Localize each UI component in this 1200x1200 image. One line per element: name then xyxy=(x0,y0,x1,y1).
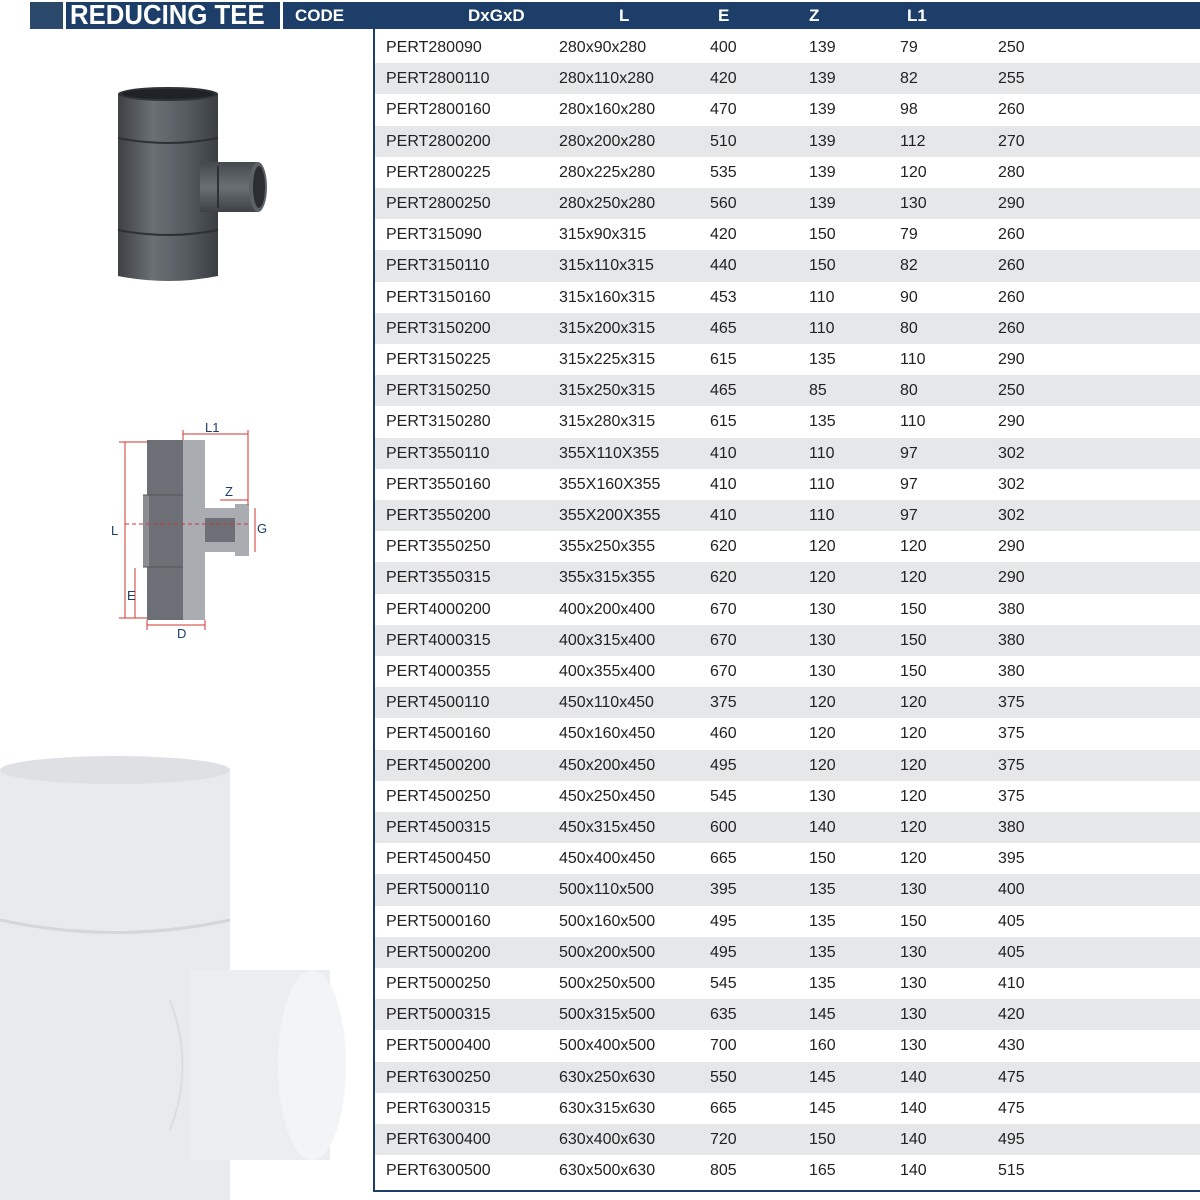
cell-l1: 400 xyxy=(998,881,1025,899)
cell-l: 495 xyxy=(710,756,737,774)
table-row xyxy=(375,500,1200,531)
cell-l: 700 xyxy=(710,1037,737,1055)
table-row xyxy=(375,1093,1200,1124)
cell-l: 495 xyxy=(710,912,737,930)
cell-z: 140 xyxy=(900,1099,927,1117)
cell-z: 79 xyxy=(900,39,918,56)
cell-z: 120 xyxy=(900,163,927,181)
cell-z: 80 xyxy=(900,382,918,400)
cell-code: PERT3550250 xyxy=(386,538,491,556)
cell-code: PERT3150250 xyxy=(386,382,491,400)
cell-z: 120 xyxy=(900,819,927,836)
cell-z: 90 xyxy=(900,288,918,306)
cell-l1: 420 xyxy=(998,1006,1025,1024)
column-header-l1: L1 xyxy=(907,6,927,25)
table-row xyxy=(375,438,1200,469)
cell-dxgxd: 355X160X355 xyxy=(559,475,661,493)
cell-code: PERT4500315 xyxy=(386,819,491,836)
cell-dxgxd: 500x110x500 xyxy=(559,881,654,899)
cell-dxgxd: 315x225x315 xyxy=(559,351,656,368)
cell-e: 145 xyxy=(809,1006,836,1024)
cell-code: PERT2800250 xyxy=(386,195,491,212)
cell-e: 130 xyxy=(809,600,836,618)
cell-z: 140 xyxy=(900,1068,927,1086)
table-row xyxy=(375,313,1200,344)
table-row xyxy=(375,250,1200,281)
cell-dxgxd: 400x355x400 xyxy=(559,663,656,680)
cell-z: 120 xyxy=(900,694,927,712)
cell-code: PERT3150160 xyxy=(386,288,491,306)
cell-code: PERT5000200 xyxy=(386,943,491,961)
cell-l: 410 xyxy=(710,444,737,462)
reducing-tee-photo xyxy=(100,80,290,290)
cell-dxgxd: 355X200X355 xyxy=(559,507,661,524)
cell-e: 135 xyxy=(809,943,836,961)
cell-dxgxd: 500x200x500 xyxy=(559,943,656,961)
cell-e: 150 xyxy=(809,257,836,275)
cell-z: 120 xyxy=(900,725,927,743)
table-row xyxy=(375,874,1200,905)
cell-l: 620 xyxy=(710,569,737,587)
cell-e: 85 xyxy=(809,382,827,400)
table-row xyxy=(375,1030,1200,1061)
cell-e: 130 xyxy=(809,663,836,680)
column-header-l: L xyxy=(619,6,630,25)
cell-e: 110 xyxy=(809,507,835,524)
cell-l1: 302 xyxy=(998,507,1025,524)
cell-z: 130 xyxy=(900,1006,927,1024)
cell-l: 495 xyxy=(710,943,737,961)
cell-l: 400 xyxy=(710,39,737,56)
cell-dxgxd: 450x400x450 xyxy=(559,850,656,868)
table-row xyxy=(375,562,1200,593)
cell-code: PERT6300500 xyxy=(386,1162,491,1180)
table-row xyxy=(375,843,1200,874)
cell-e: 150 xyxy=(809,226,836,244)
cell-code: PERT4000355 xyxy=(386,663,491,680)
cell-l: 805 xyxy=(710,1162,737,1180)
table-row xyxy=(375,812,1200,843)
cell-l1: 495 xyxy=(998,1131,1025,1148)
cell-l: 410 xyxy=(710,507,737,524)
diagram-label-l: L xyxy=(111,523,119,538)
cell-l: 440 xyxy=(710,257,737,275)
column-header-e: E xyxy=(718,6,730,25)
table-row xyxy=(375,375,1200,406)
cell-l: 545 xyxy=(710,787,737,805)
cell-e: 139 xyxy=(809,163,836,181)
cell-l: 460 xyxy=(710,725,737,743)
cell-e: 120 xyxy=(809,756,836,774)
cell-dxgxd: 280x225x280 xyxy=(559,163,656,181)
cell-l: 635 xyxy=(710,1006,737,1024)
cell-e: 120 xyxy=(809,725,836,743)
cell-e: 110 xyxy=(809,319,835,337)
cell-z: 150 xyxy=(900,600,927,618)
cell-z: 79 xyxy=(900,226,918,244)
cell-z: 82 xyxy=(900,70,918,88)
cell-code: PERT2800110 xyxy=(386,70,490,88)
cell-l1: 380 xyxy=(998,600,1025,618)
cell-dxgxd: 280x160x280 xyxy=(559,101,656,119)
cell-e: 160 xyxy=(809,1037,836,1055)
cell-dxgxd: 400x200x400 xyxy=(559,600,656,618)
cell-dxgxd: 280x200x280 xyxy=(559,132,656,150)
cell-dxgxd: 315x160x315 xyxy=(559,288,656,306)
cell-l: 375 xyxy=(710,694,737,712)
cell-code: PERT2800200 xyxy=(386,132,491,150)
cell-e: 165 xyxy=(809,1162,836,1180)
cell-l1: 475 xyxy=(998,1099,1025,1117)
cell-z: 112 xyxy=(900,132,926,150)
table-row xyxy=(375,718,1200,749)
cell-dxgxd: 500x250x500 xyxy=(559,975,656,992)
cell-l: 615 xyxy=(710,351,737,368)
cell-code: PERT5000315 xyxy=(386,1006,491,1024)
table-row xyxy=(375,531,1200,562)
cell-l1: 260 xyxy=(998,319,1025,337)
table-row xyxy=(375,406,1200,437)
cell-l: 510 xyxy=(710,132,737,150)
cell-code: PERT3150280 xyxy=(386,413,491,431)
cell-code: PERT3150200 xyxy=(386,319,491,337)
cell-code: PERT4500450 xyxy=(386,850,491,868)
table-row xyxy=(375,656,1200,687)
cell-z: 82 xyxy=(900,257,918,275)
cell-l: 420 xyxy=(710,226,737,244)
cell-code: PERT2800225 xyxy=(386,163,491,181)
cell-dxgxd: 500x160x500 xyxy=(559,912,656,930)
cell-l: 545 xyxy=(710,975,737,992)
cell-l1: 380 xyxy=(998,663,1025,680)
cell-dxgxd: 355x250x355 xyxy=(559,538,656,556)
column-header-z: Z xyxy=(809,6,820,25)
cell-e: 139 xyxy=(809,39,836,56)
cell-e: 110 xyxy=(809,288,835,306)
table-row xyxy=(375,968,1200,999)
cell-e: 150 xyxy=(809,850,836,868)
cell-e: 145 xyxy=(809,1099,836,1117)
cell-l1: 255 xyxy=(998,70,1025,88)
cell-code: PERT3550160 xyxy=(386,475,491,493)
cell-e: 120 xyxy=(809,538,836,556)
cell-l1: 475 xyxy=(998,1068,1025,1086)
cell-code: PERT3550110 xyxy=(386,444,490,462)
cell-z: 120 xyxy=(900,756,927,774)
table-row xyxy=(375,1124,1200,1155)
cell-z: 150 xyxy=(900,663,927,680)
cell-z: 98 xyxy=(900,101,918,119)
cell-code: PERT3550200 xyxy=(386,507,491,524)
cell-z: 97 xyxy=(900,475,918,493)
cell-e: 135 xyxy=(809,351,836,368)
cell-l: 620 xyxy=(710,538,737,556)
cell-code: PERT3150110 xyxy=(386,257,490,275)
cell-z: 110 xyxy=(900,351,926,368)
cell-dxgxd: 280x90x280 xyxy=(559,39,647,56)
cell-l: 465 xyxy=(710,382,737,400)
cell-e: 120 xyxy=(809,569,836,587)
table-row xyxy=(375,282,1200,313)
cell-l1: 375 xyxy=(998,756,1025,774)
cell-code: PERT5000110 xyxy=(386,881,490,899)
cell-dxgxd: 315x280x315 xyxy=(559,413,656,431)
cell-l1: 250 xyxy=(998,382,1025,400)
cell-l1: 380 xyxy=(998,631,1025,649)
cell-z: 80 xyxy=(900,319,918,337)
cell-dxgxd: 400x315x400 xyxy=(559,631,656,649)
cell-l: 453 xyxy=(710,288,737,306)
cell-dxgxd: 315x200x315 xyxy=(559,319,656,337)
cell-l1: 395 xyxy=(998,850,1025,868)
diagram-label-e: E xyxy=(127,588,136,603)
cell-dxgxd: 315x90x315 xyxy=(559,226,647,244)
cell-l: 470 xyxy=(710,101,737,119)
cell-code: PERT6300400 xyxy=(386,1131,491,1148)
table-row xyxy=(375,1062,1200,1093)
table-row xyxy=(375,188,1200,219)
cell-l1: 290 xyxy=(998,195,1025,212)
diagram-label-g: G xyxy=(257,521,268,536)
cell-e: 135 xyxy=(809,413,836,431)
cell-e: 145 xyxy=(809,1068,836,1086)
cell-l1: 290 xyxy=(998,569,1025,587)
cell-code: PERT4500200 xyxy=(386,756,491,774)
cell-l1: 270 xyxy=(998,132,1025,150)
column-header-code: CODE xyxy=(295,6,345,25)
cell-l: 665 xyxy=(710,1099,737,1117)
cell-code: PERT280090 xyxy=(386,39,482,56)
cell-e: 130 xyxy=(809,631,836,649)
table-row xyxy=(375,594,1200,625)
diagram-label-d: D xyxy=(177,626,187,640)
cell-e: 130 xyxy=(809,787,836,805)
cell-dxgxd: 500x315x500 xyxy=(559,1006,656,1024)
cell-l: 550 xyxy=(710,1068,737,1086)
table-row xyxy=(375,126,1200,157)
cell-z: 140 xyxy=(900,1162,927,1180)
cell-e: 140 xyxy=(809,819,836,836)
cell-l: 670 xyxy=(710,600,737,618)
cell-dxgxd: 630x500x630 xyxy=(559,1162,656,1180)
table-row xyxy=(375,157,1200,188)
cell-l1: 380 xyxy=(998,819,1025,836)
cell-code: PERT2800160 xyxy=(386,101,491,119)
cell-e: 139 xyxy=(809,70,836,88)
table-header-bar xyxy=(283,2,1200,29)
cell-z: 120 xyxy=(900,850,927,868)
cell-l1: 405 xyxy=(998,912,1025,930)
cell-dxgxd: 630x250x630 xyxy=(559,1068,656,1086)
cell-l1: 250 xyxy=(998,39,1025,56)
table-row xyxy=(375,469,1200,500)
cell-l1: 290 xyxy=(998,351,1025,368)
diagram-main-pipe xyxy=(147,440,183,620)
cell-e: 139 xyxy=(809,195,836,212)
table-row xyxy=(375,937,1200,968)
cell-code: PERT3550315 xyxy=(386,569,491,587)
cell-l: 665 xyxy=(710,850,737,868)
cell-dxgxd: 315x250x315 xyxy=(559,382,656,400)
cell-l1: 515 xyxy=(998,1162,1025,1180)
cell-z: 130 xyxy=(900,943,927,961)
cell-dxgxd: 450x110x450 xyxy=(559,694,654,712)
cell-z: 150 xyxy=(900,912,927,930)
table-row xyxy=(375,344,1200,375)
cell-z: 140 xyxy=(900,1131,927,1148)
cell-l1: 375 xyxy=(998,725,1025,743)
dimension-diagram xyxy=(105,420,285,640)
table-row xyxy=(375,906,1200,937)
cell-l1: 405 xyxy=(998,943,1025,961)
cell-code: PERT5000400 xyxy=(386,1037,491,1055)
cell-e: 135 xyxy=(809,912,836,930)
diagram-label-l1: L1 xyxy=(205,420,220,435)
cell-dxgxd: 280x110x280 xyxy=(559,70,654,88)
cell-z: 130 xyxy=(900,1037,927,1055)
cell-l: 670 xyxy=(710,631,737,649)
cell-code: PERT4000200 xyxy=(386,600,491,618)
cell-l: 410 xyxy=(710,475,737,493)
cell-l: 720 xyxy=(710,1131,737,1148)
cell-z: 120 xyxy=(900,538,927,556)
table-row xyxy=(375,32,1200,63)
cell-l: 535 xyxy=(710,163,737,181)
diagram-pipe-wall xyxy=(183,440,205,620)
cell-l: 670 xyxy=(710,663,737,680)
column-header-dxgxd: DxGxD xyxy=(468,6,525,25)
cell-code: PERT6300315 xyxy=(386,1099,491,1117)
table-row xyxy=(375,219,1200,250)
cell-dxgxd: 450x200x450 xyxy=(559,756,656,774)
cell-z: 150 xyxy=(900,631,927,649)
cell-l1: 375 xyxy=(998,694,1025,712)
cell-z: 130 xyxy=(900,195,927,212)
cell-l1: 302 xyxy=(998,444,1025,462)
table-row xyxy=(375,781,1200,812)
cell-code: PERT5000160 xyxy=(386,912,491,930)
cell-l1: 302 xyxy=(998,475,1025,493)
cell-l: 560 xyxy=(710,195,737,212)
cell-dxgxd: 450x315x450 xyxy=(559,819,656,836)
cell-code: PERT6300250 xyxy=(386,1068,491,1086)
cell-l1: 430 xyxy=(998,1037,1025,1055)
cell-code: PERT315090 xyxy=(386,226,482,244)
cell-z: 130 xyxy=(900,881,927,899)
cell-dxgxd: 500x400x500 xyxy=(559,1037,656,1055)
cell-code: PERT4500250 xyxy=(386,787,491,805)
cell-l1: 260 xyxy=(998,257,1025,275)
cell-code: PERT3150225 xyxy=(386,351,491,368)
diagram-label-z: Z xyxy=(225,484,233,499)
cell-z: 97 xyxy=(900,444,918,462)
cell-z: 120 xyxy=(900,569,927,587)
cell-e: 120 xyxy=(809,694,836,712)
cell-e: 139 xyxy=(809,132,836,150)
cell-z: 130 xyxy=(900,975,927,992)
cell-l1: 280 xyxy=(998,163,1025,181)
cell-l: 465 xyxy=(710,319,737,337)
cell-l1: 260 xyxy=(998,226,1025,244)
cell-l1: 410 xyxy=(998,975,1025,992)
cell-dxgxd: 630x400x630 xyxy=(559,1131,656,1148)
table-row xyxy=(375,687,1200,718)
cell-z: 120 xyxy=(900,787,927,805)
cell-z: 110 xyxy=(900,413,926,431)
cell-l1: 260 xyxy=(998,101,1025,119)
cell-l1: 290 xyxy=(998,538,1025,556)
cell-l: 600 xyxy=(710,819,737,836)
cell-code: PERT4500110 xyxy=(386,694,490,712)
table-row xyxy=(375,94,1200,125)
cell-dxgxd: 450x160x450 xyxy=(559,725,656,743)
cell-code: PERT5000250 xyxy=(386,975,491,992)
cell-dxgxd: 315x110x315 xyxy=(559,257,654,275)
cell-e: 150 xyxy=(809,1131,836,1148)
table-row xyxy=(375,1155,1200,1186)
cell-l1: 260 xyxy=(998,288,1025,306)
cell-e: 135 xyxy=(809,881,836,899)
cell-code: PERT4500160 xyxy=(386,725,491,743)
table-row xyxy=(375,999,1200,1030)
page-title: REDUCING TEE xyxy=(70,0,265,30)
cell-code: PERT4000315 xyxy=(386,631,491,649)
cell-dxgxd: 450x250x450 xyxy=(559,787,656,805)
table-row xyxy=(375,750,1200,781)
cell-l1: 375 xyxy=(998,787,1025,805)
cell-dxgxd: 355X110X355 xyxy=(559,444,660,462)
cell-dxgxd: 355x315x355 xyxy=(559,569,656,587)
table-row xyxy=(375,63,1200,94)
background-tee-watermark xyxy=(0,740,373,1200)
cell-e: 139 xyxy=(809,101,836,119)
cell-l: 420 xyxy=(710,70,737,88)
cell-z: 97 xyxy=(900,507,918,524)
title-accent-block xyxy=(30,2,63,29)
cell-l1: 290 xyxy=(998,413,1025,431)
cell-l: 395 xyxy=(710,881,737,899)
cell-dxgxd: 630x315x630 xyxy=(559,1099,656,1117)
table-row xyxy=(375,625,1200,656)
cell-e: 110 xyxy=(809,475,835,493)
cell-dxgxd: 280x250x280 xyxy=(559,195,656,212)
cell-l: 615 xyxy=(710,413,737,431)
cell-e: 135 xyxy=(809,975,836,992)
cell-e: 110 xyxy=(809,444,835,462)
